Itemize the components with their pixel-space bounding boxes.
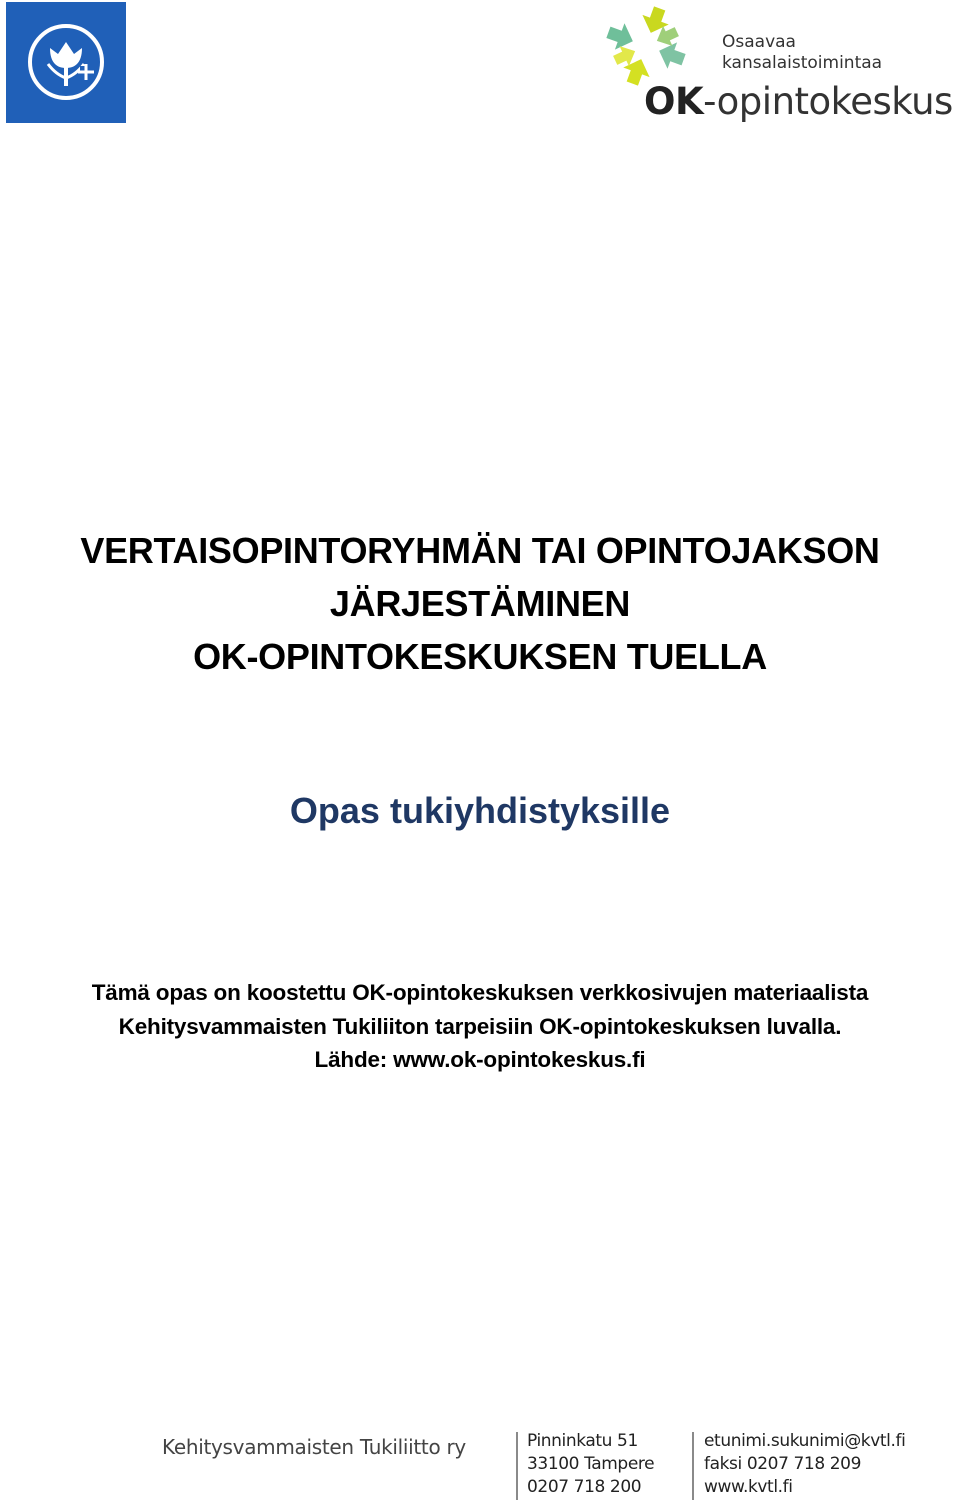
footer-address [527, 1430, 654, 1499]
footer-street: Pinninkatu 51 [527, 1431, 638, 1451]
ok-wordmark [644, 80, 953, 124]
document-title [0, 524, 960, 683]
ok-arrows-mark-icon [600, 2, 710, 92]
ok-tagline-line2: kansalaistoimintaa [722, 53, 883, 73]
ok-opintokeskus-logo [600, 2, 958, 132]
ok-tagline [722, 32, 882, 74]
title-line3: OK-OPINTOKESKUKSEN TUELLA [193, 636, 767, 677]
title-line2: JÄRJESTÄMINEN [329, 583, 631, 624]
ok-wordmark-rest: -opintokeskus [703, 80, 953, 123]
intro-paragraph [0, 976, 960, 1077]
tulip-cross-emblem-icon [6, 2, 126, 123]
footer-contact [704, 1430, 905, 1499]
footer-web: www.kvtl.fi [704, 1477, 793, 1497]
footer-email: etunimi.sukunimi@kvtl.fi [704, 1431, 906, 1451]
intro-line2: Kehitysvammaisten Tukiliiton tarpeisiin OK-opintokeskuksen luvalla. [118, 1013, 842, 1039]
ok-wordmark-bold: OK [644, 80, 704, 123]
footer-phone: 0207 718 200 [527, 1477, 642, 1497]
kvtl-logo [6, 2, 126, 123]
footer-organization: Kehitysvammaisten Tukiliitto ry [162, 1435, 466, 1459]
intro-line1: Tämä opas on koostettu OK-opintokeskuksen verkkosivujen materiaalista [91, 980, 869, 1005]
footer-city: 33100 Tampere [527, 1454, 655, 1474]
footer-divider [692, 1432, 694, 1500]
intro-line3: Lähde: www.ok-opintokeskus.fi [314, 1047, 646, 1072]
document-subtitle: Opas tukiyhdistyksille [289, 790, 671, 831]
title-line1: VERTAISOPINTORYHMÄN TAI OPINTOJAKSON [80, 530, 880, 571]
ok-tagline-line1: Osaavaa [722, 32, 796, 52]
footer-divider [516, 1432, 518, 1500]
footer-fax: faksi 0207 718 209 [704, 1454, 861, 1474]
